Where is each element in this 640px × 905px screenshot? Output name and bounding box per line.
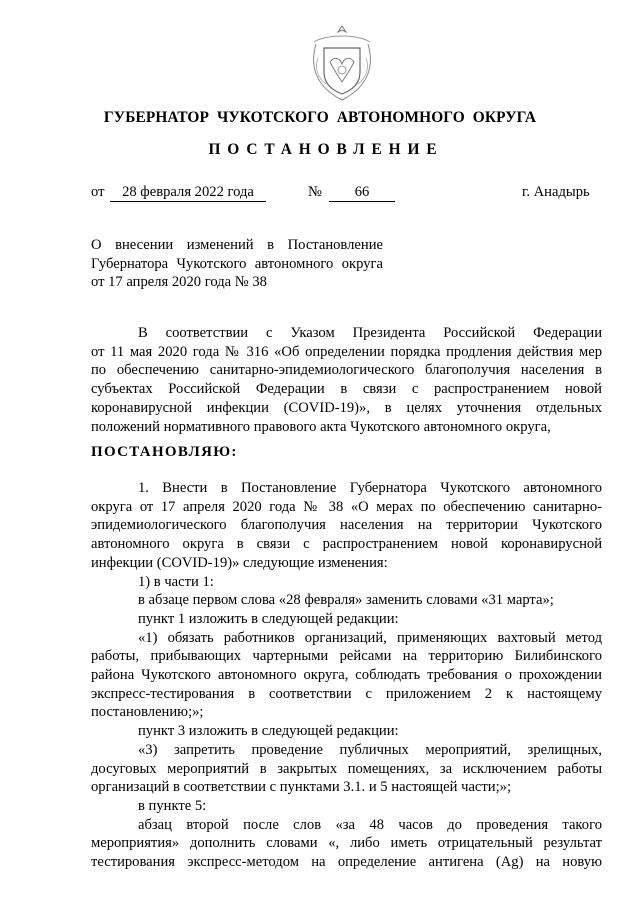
body-line: «1) обязать работников организаций, применяющих вахтовый метод	[138, 629, 602, 646]
number-sign: №	[308, 184, 322, 200]
body-line: эпидемиологического благополучия населения на территории Чукотского	[91, 517, 602, 534]
body-line: постановлению;»;	[91, 704, 204, 721]
document-place: г. Анадырь	[522, 184, 590, 200]
body-line: 1) в части 1:	[138, 573, 214, 590]
body-line: инфекции (COVID-19)» следующие изменения:	[91, 554, 388, 571]
body-line: автономного округа в связи с распространением новой коронавирусной	[91, 536, 602, 553]
body-line: округа от 17 апреля 2020 года № 38 «О мерах по обеспечению санитарно-	[91, 498, 602, 515]
body-line: 1. Внести в Постановление Губернатора Чукотского автономного	[138, 480, 602, 496]
body-line: тестирования экспресс-методом на определение антигена (Ag) на новую	[91, 854, 602, 871]
body-line: пункт 1 изложить в следующей редакции:	[138, 610, 399, 627]
body-line: в абзаце первом слова «28 февраля» заменить словами «31 марта»;	[138, 592, 554, 609]
authority-title: ГУБЕРНАТОР ЧУКОТСКОГО АВТОНОМНОГО ОКРУГА	[103, 109, 537, 126]
subject-line: Губернатора Чукотского автономного округа	[91, 255, 383, 272]
decree-body	[91, 479, 602, 872]
body-line: мероприятия» дополнить словами «, либо иметь отрицательный результат	[91, 835, 602, 852]
date-prefix: от	[91, 184, 105, 200]
preamble-line: от 11 мая 2020 года № 316 «Об определении порядка продления действия мер	[91, 343, 602, 360]
preamble-line: по обеспечению санитарно-эпидемиологического благополучия населения в	[91, 362, 602, 379]
preamble-line: В соответствии с Указом Президента Российской Федерации	[138, 325, 602, 341]
body-line: абзац второй после слов «за 48 часов до проведения такого	[138, 816, 602, 833]
preamble	[91, 324, 602, 436]
body-line: в пункте 5:	[138, 797, 207, 814]
document-date: 28 февраля 2022 года	[110, 183, 266, 202]
document-number: 66	[329, 183, 395, 202]
body-line: работы, прибывающих чартерными рейсами на территорию Билибинского	[91, 648, 602, 665]
decree-word: ПОСТАНОВЛЯЮ:	[91, 444, 238, 460]
body-line: пункт 3 изложить в следующей редакции:	[138, 723, 399, 740]
body-line: района Чукотского автономного округа, соблюдать требования о прохождении	[91, 667, 602, 684]
preamble-line: субъектах Российской Федерации в связи с распространением новой	[91, 381, 602, 398]
document-type-title: ПОСТАНОВЛЕНИЕ	[208, 141, 444, 158]
coat-of-arms-icon	[306, 24, 378, 104]
subject-line: от 17 апреля 2020 года № 38	[91, 274, 267, 290]
preamble-line: положений нормативного правового акта Чукотского автономного округа,	[91, 418, 551, 435]
body-line: организаций в соответствии с пунктами 3.1. и 5 настоящей части;»;	[91, 779, 511, 796]
document-subject	[91, 236, 383, 292]
preamble-line: коронавирусной инфекции (COVID-19)», в целях уточнения отдельных	[91, 399, 602, 416]
body-line: экспресс-тестирования в соответствии с приложением 2 к настоящему	[91, 685, 602, 702]
body-line: досуговых мероприятий в закрытых помещениях, за исключением работы	[91, 760, 602, 777]
subject-line: О внесении изменений в Постановление	[91, 237, 383, 253]
body-line: «3) запретить проведение публичных мероприятий, зрелищных,	[138, 741, 602, 758]
